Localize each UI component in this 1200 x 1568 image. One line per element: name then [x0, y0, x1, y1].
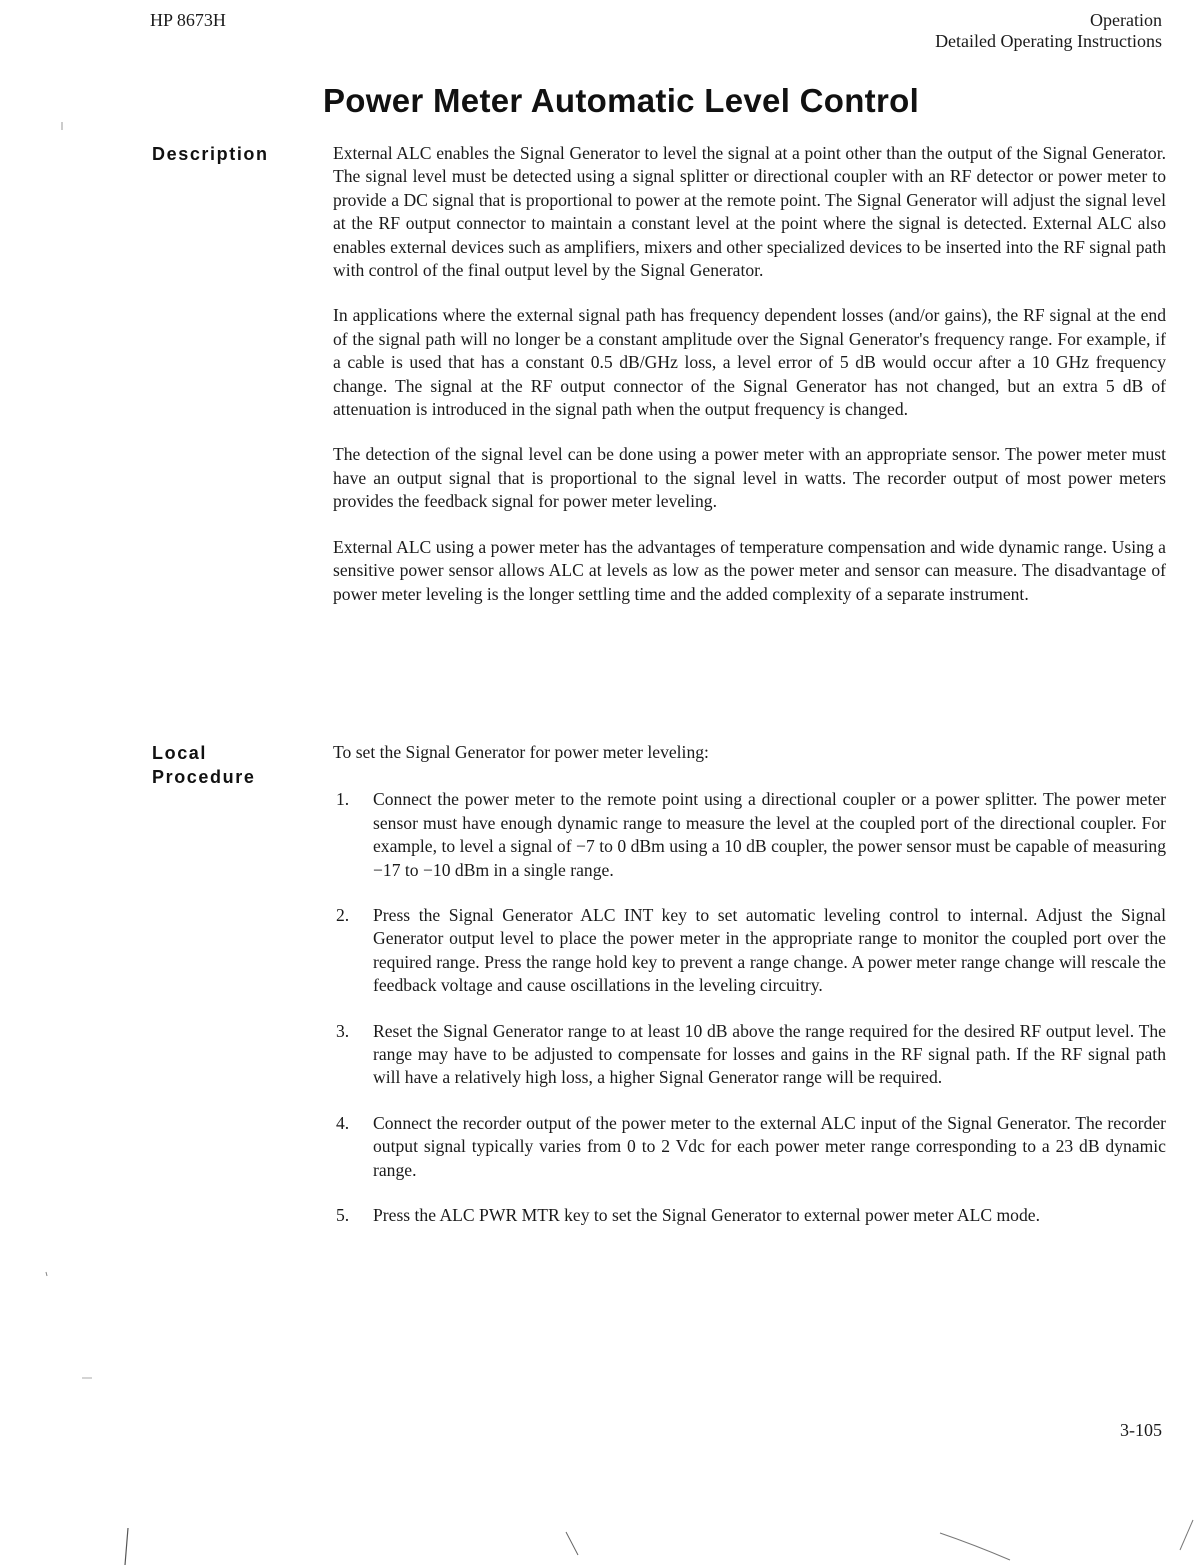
- local-procedure-heading-line1: Local: [152, 743, 208, 763]
- step-text: Connect the power meter to the remote point using a directional coupler or a power splitter. The power meter sensor must have enough dynamic range to measure the level at the coupled port of the directional coupler. For example, to level a signal of −7 to 0 dBm using a 10 dB coupler, the power sensor must be capable of measuring −17 to −10 dBm in a single range.: [373, 789, 1166, 880]
- scan-mark-center: [566, 1532, 578, 1555]
- scan-mark-corner: [1180, 1520, 1193, 1550]
- local-procedure-intro: To set the Signal Generator for power meter leveling:: [333, 742, 709, 762]
- header-subsection: Detailed Operating Instructions: [935, 31, 1162, 51]
- header-model: HP 8673H: [150, 10, 226, 30]
- step-text: Reset the Signal Generator range to at least 10 dB above the range required for the desired RF output level. The range may have to be adjusted to compensate for losses and gains in the RF signal path. If the RF signal path will have a relatively high loss, a higher Signal Generator range will be required.: [373, 1020, 1166, 1088]
- description-heading-text: Description: [152, 144, 269, 164]
- step-number: 4.: [336, 1112, 350, 1133]
- step-text: Connect the recorder output of the power meter to the external ALC input of the Signal Generator. The recorder output signal typically varies from 0 to 2 Vdc for each power meter range corresponding to a 23 dB dynamic range.: [373, 1112, 1166, 1180]
- step-text: Press the ALC PWR MTR key to set the Signal Generator to external power meter ALC mode.: [373, 1205, 1040, 1226]
- scan-speck-2: [46, 1272, 47, 1276]
- description-paragraph-1: External ALC enables the Signal Generator to level the signal at a point other than the output of the Signal Generator. The signal level must be detected using a signal splitter or directional coupler with an RF detector or power meter to provide a DC signal that is proportional to power at the remote point. The Signal Generator will adjust the signal level at the RF output connector to maintain a constant level at the point where the signal is detected. External ALC also enables external devices such as amplifiers, mixers and other specialized devices to be inserted into the RF signal path with control of the final output level by the Signal Generator.: [333, 143, 1166, 281]
- step-number: 2.: [336, 905, 350, 926]
- description-paragraph-3: The detection of the signal level can be done using a power meter with an appropriate sensor. The power meter must have an output signal that is proportional to the signal level in watts. The recorder output of most power meters provides the feedback signal for power meter leveling.: [333, 444, 1166, 512]
- step-number: 5.: [336, 1205, 350, 1226]
- page-title: Power Meter Automatic Level Control: [323, 82, 920, 119]
- step-text: Press the Signal Generator ALC INT key to set automatic leveling control to internal. Adjust the Signal Generator output level to place the power meter in the appropriate range to monitor the coupled port over the required range. Press the range hold key to prevent a range change. A power meter range change will rescale the feedback voltage and cause oscillations in the leveling circuitry.: [373, 905, 1166, 996]
- local-procedure-heading-line2: Procedure: [152, 767, 256, 787]
- description-paragraph-2: In applications where the external signal path has frequency dependent losses (and/or gains), the RF signal at the end of the signal path will no longer be a constant amplitude over the Signal Generator's frequency range. For example, if a cable is used that has a constant 0.5 dB/GHz loss, a level error of 5 dB would occur after a 10 GHz frequency change. The signal at the RF output connector of the Signal Generator has not changed, but an extra 5 dB of attenuation is introduced in the signal path when the output frequency is changed.: [333, 305, 1166, 420]
- scan-mark-right: [940, 1533, 1010, 1560]
- description-paragraph-4: External ALC using a power meter has the advantages of temperature compensation and wide dynamic range. Using a sensitive power sensor allows ALC at levels as low as the power meter and sensor can measure. The disadvantage of power meter leveling is the longer settling time and the added complexity of a separate instrument.: [333, 536, 1166, 604]
- step-number: 1.: [336, 789, 350, 810]
- header-section: Operation: [1090, 10, 1162, 30]
- page-number: 3-105: [1120, 1420, 1162, 1440]
- scan-mark-left: [125, 1528, 128, 1565]
- step-number: 3.: [336, 1020, 350, 1041]
